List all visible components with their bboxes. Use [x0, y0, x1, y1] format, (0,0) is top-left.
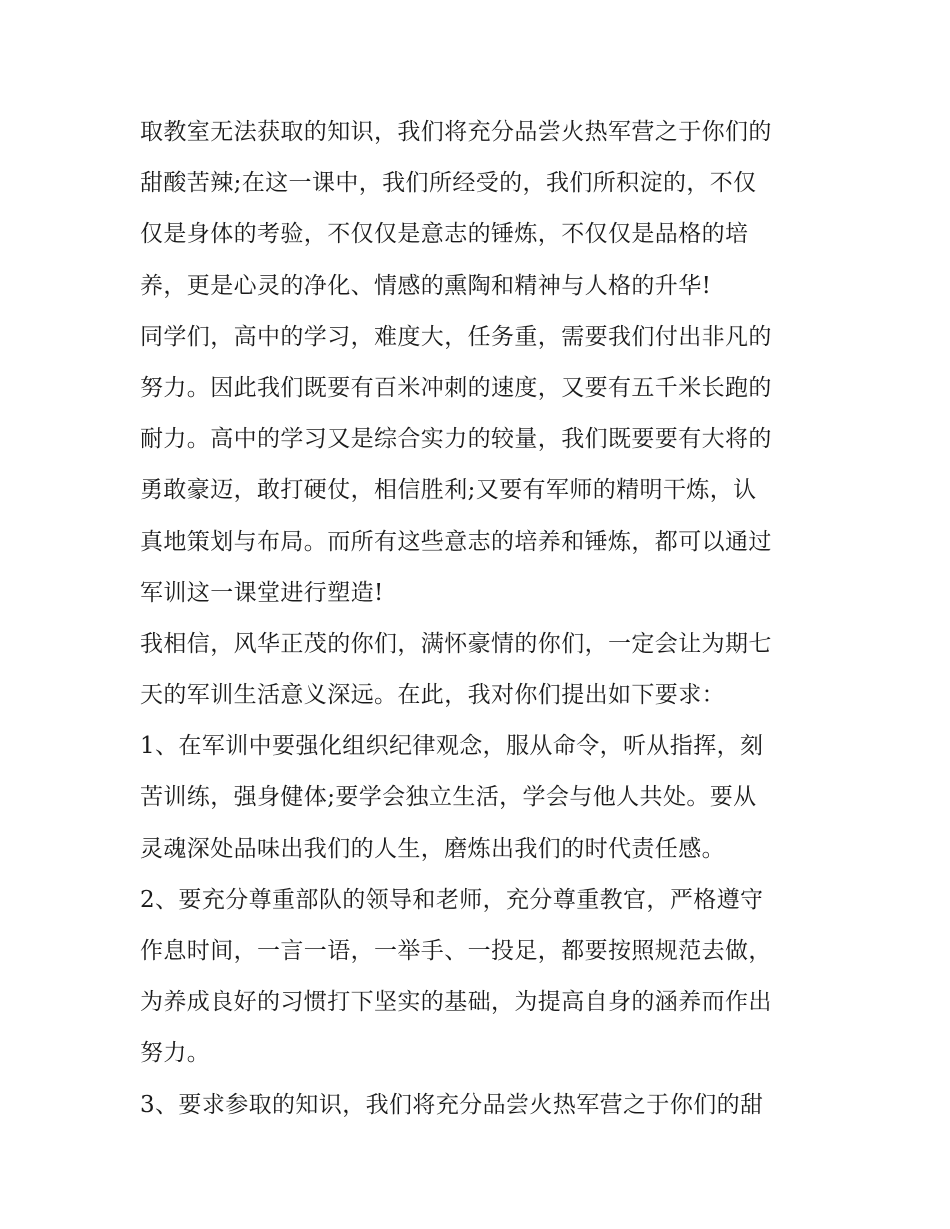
- document-body: [140, 107, 840, 1131]
- text-line: 养，更是心灵的净化、情感的熏陶和精神与人格的升华!: [140, 272, 712, 299]
- text-line: 军训这一课堂进行塑造!: [140, 579, 384, 606]
- text-line: 真地策划与布局。而所有这些意志的培养和锤炼，都可以通过: [140, 528, 772, 555]
- text-line: 仅是身体的考验，不仅仅是意志的锤炼，不仅仅是品格的培: [140, 221, 749, 248]
- text-line: 努力。: [140, 1040, 211, 1067]
- text-line: 3、要求参取的知识，我们将充分品尝火热军营之于你们的甜: [140, 1091, 764, 1118]
- text-line: 为养成良好的习惯打下坚实的基础，为提高自身的涵养而作出: [140, 989, 772, 1016]
- text-line: 天的军训生活意义深远。在此，我对你们提出如下要求：: [140, 682, 725, 709]
- text-line: 耐力。高中的学习又是综合实力的较量，我们既要要有大将的: [140, 426, 772, 453]
- text-line: 作息时间，一言一语，一举手、一投足，都要按照规范去做，: [140, 938, 772, 964]
- text-line: 甜酸苦辣;在这一课中，我们所经受的，我们所积淀的，不仅: [140, 170, 757, 197]
- text-line: 苦训练，强身健体;要学会独立生活，学会与他人共处。要从: [140, 784, 757, 811]
- text-line: 2、要充分尊重部队的领导和老师，充分尊重教官，严格遵守: [140, 886, 764, 913]
- text-line: 我相信，风华正茂的你们，满怀豪情的你们，一定会让为期七: [140, 630, 772, 657]
- text-line: 灵魂深处品味出我们的人生，磨炼出我们的时代责任感。: [140, 835, 725, 862]
- text-line: 勇敢豪迈，敢打硬仗，相信胜利;又要有军师的精明干炼，认: [140, 477, 757, 504]
- text-line: 1、在军训中要强化组织纪律观念，服从命令，听从指挥，刻: [140, 733, 764, 760]
- text-line: 同学们，高中的学习，难度大，任务重，需要我们付出非凡的: [140, 323, 772, 350]
- text-line: 取教室无法获取的知识，我们将充分品尝火热军营之于你们的: [140, 119, 772, 145]
- text-line: 努力。因此我们既要有百米冲刺的速度，又要有五千米长跑的: [140, 374, 772, 401]
